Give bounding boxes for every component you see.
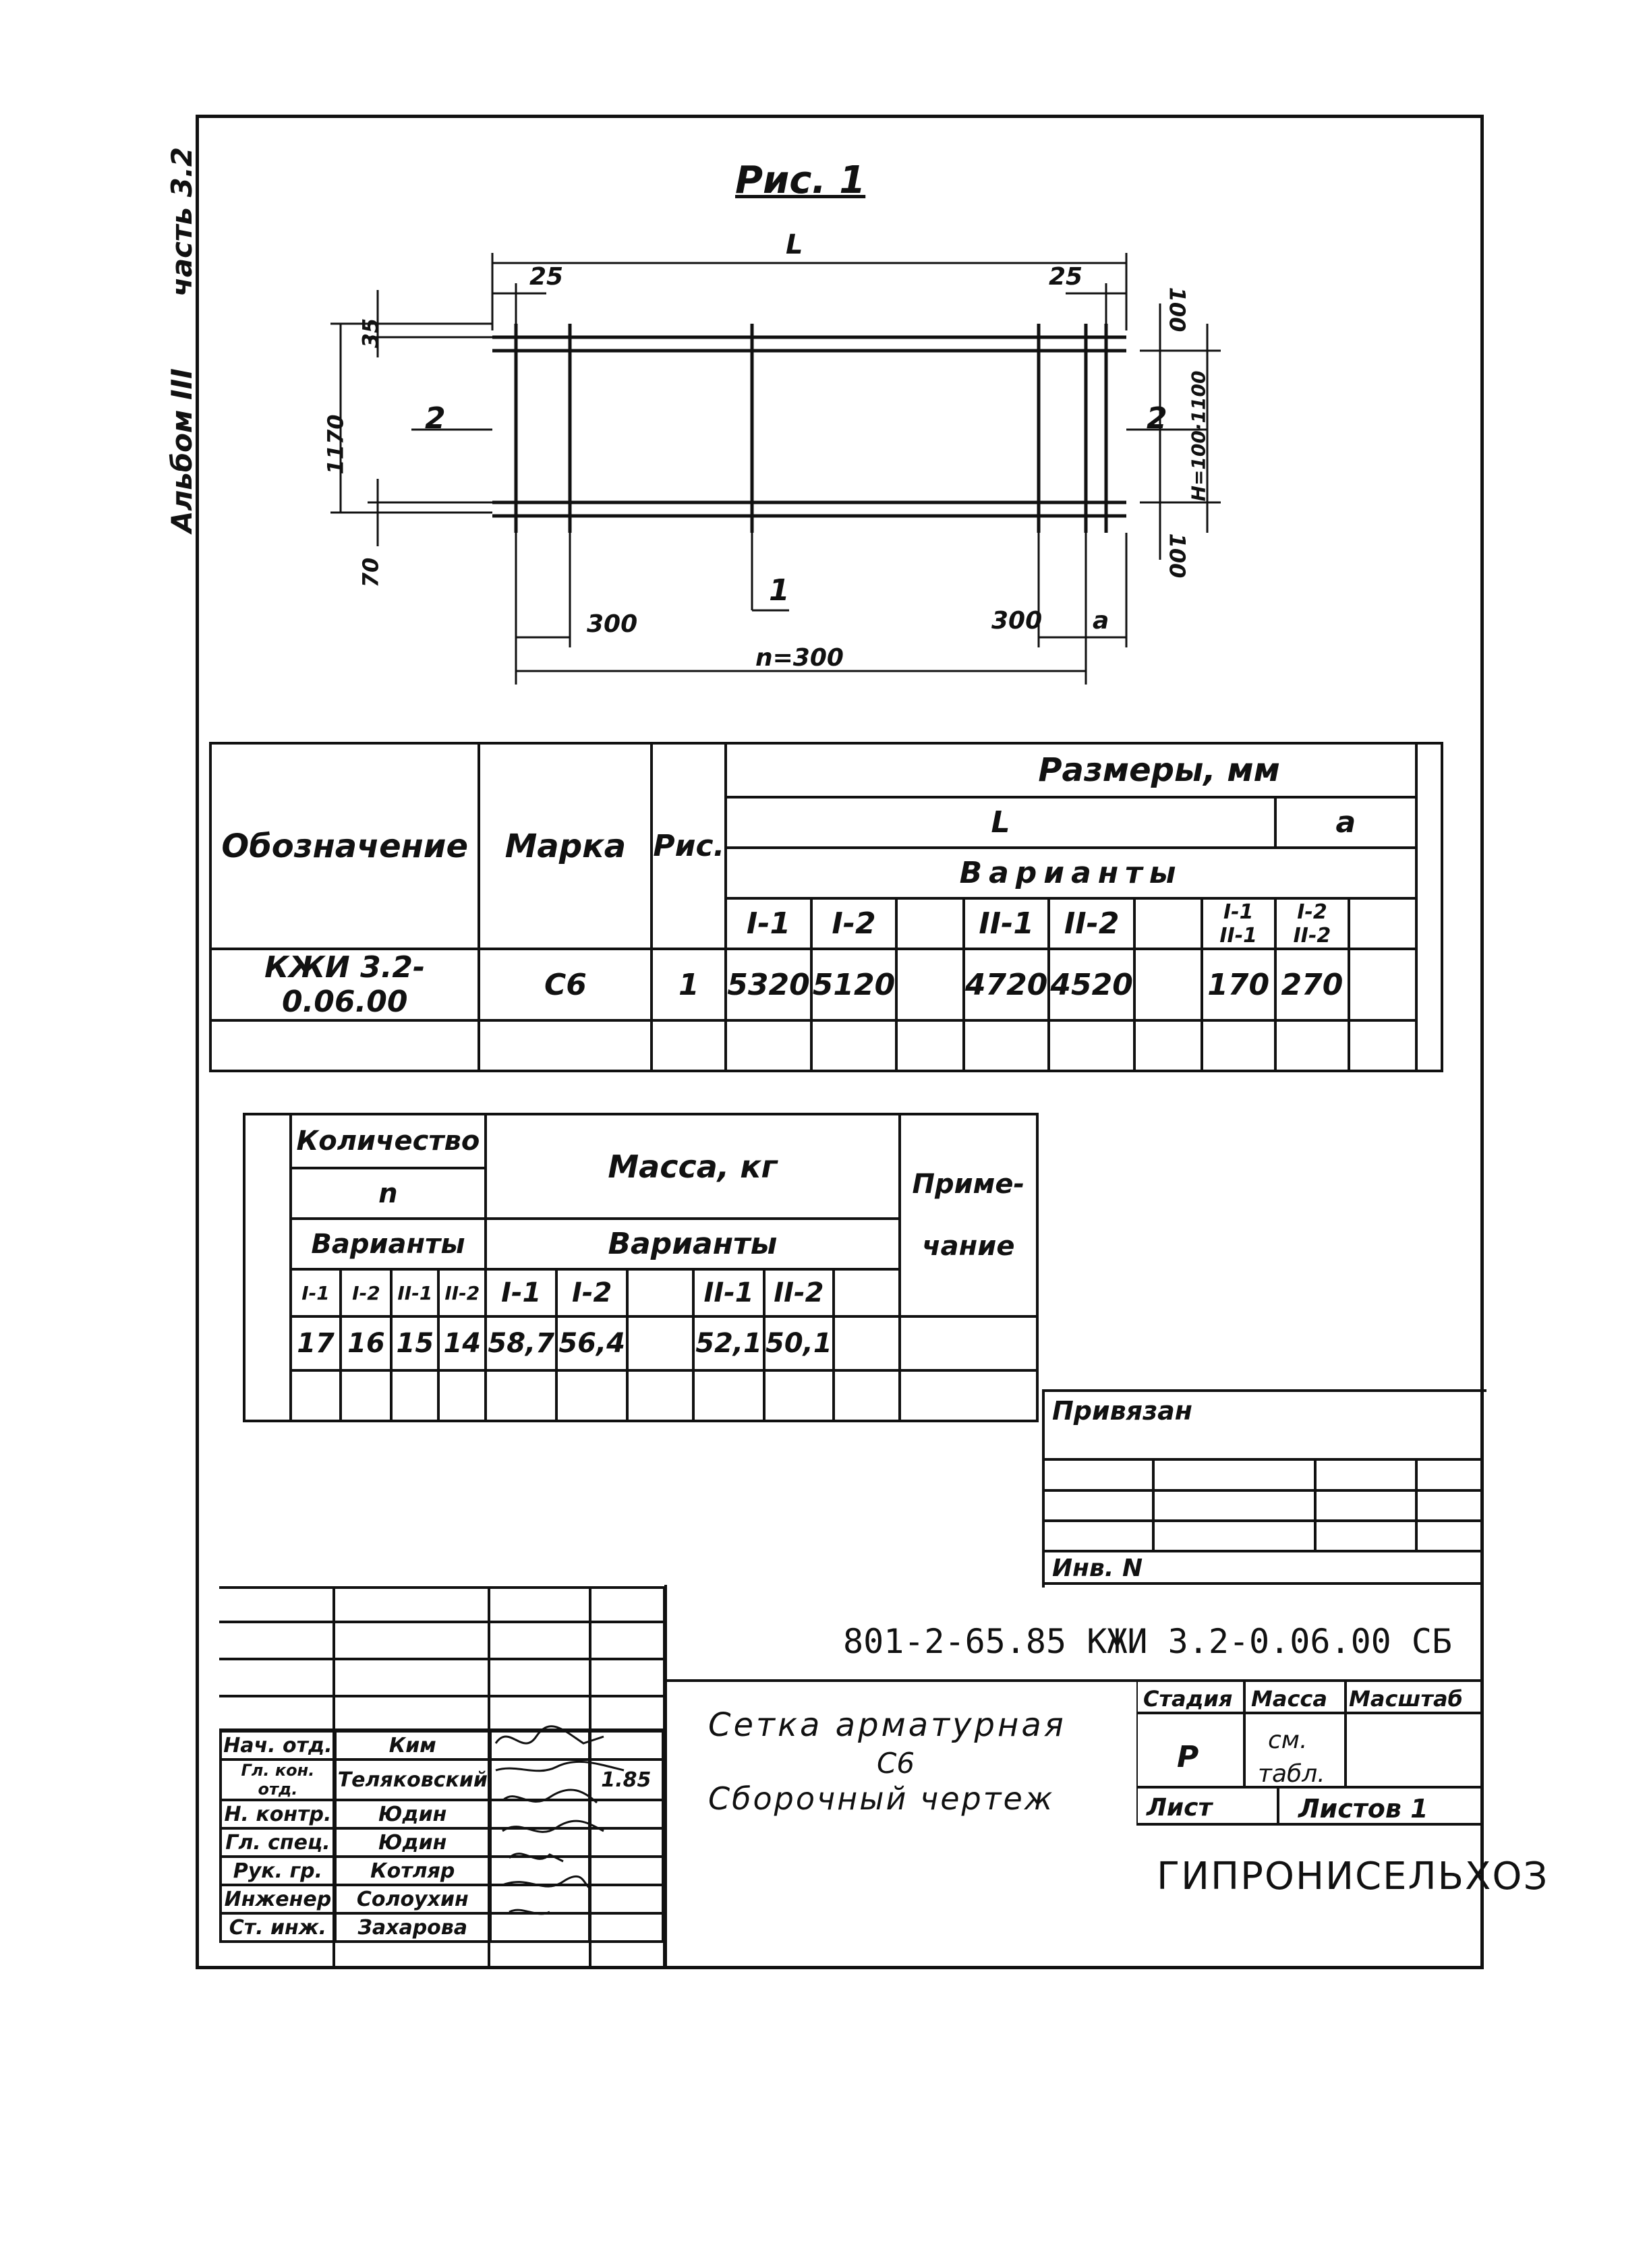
drawing-type: Сборочный чертеж xyxy=(708,1780,1055,1817)
mass-variant-3: II-1 xyxy=(693,1269,764,1316)
attached-label: Привязан xyxy=(1052,1396,1193,1426)
mass-variant-1: I-1 xyxy=(486,1269,556,1316)
mass-3: 52,1 xyxy=(693,1316,764,1370)
left-edge-col xyxy=(244,1114,291,1421)
row-designation: КЖИ 3.2-0.06.00 xyxy=(210,949,479,1020)
name-1: Ким xyxy=(335,1731,490,1760)
mass-4: 50,1 xyxy=(764,1316,834,1370)
role-1: Нач. отд. xyxy=(221,1731,335,1760)
mass-value-2: табл. xyxy=(1258,1760,1325,1788)
mass-label: Масса xyxy=(1251,1686,1327,1712)
col-note: Приме- чание xyxy=(900,1114,1037,1316)
mass-2: 56,4 xyxy=(556,1316,627,1370)
col-qty-variants: Варианты xyxy=(291,1219,486,1269)
product-name: Сетка арматурная xyxy=(708,1706,1066,1744)
name-7: Захарова xyxy=(335,1913,490,1942)
sheet-label: Лист xyxy=(1147,1794,1213,1822)
qty-variant-1: I-1 xyxy=(291,1269,341,1316)
dim-100-bottom: 100 xyxy=(1164,533,1190,579)
row-mark: С6 xyxy=(479,949,652,1020)
stage-grid xyxy=(1136,1679,1484,1969)
name-6: Солоухин xyxy=(335,1885,490,1913)
row-L-3: 4720 xyxy=(964,949,1049,1020)
empty-cell xyxy=(1134,949,1202,1020)
variant-L-2: I-2 xyxy=(811,898,896,949)
role-4: Гл. спец. xyxy=(221,1828,335,1857)
col-qty: Количество xyxy=(291,1114,486,1168)
variant-a-2: I-2 II-2 xyxy=(1275,898,1349,949)
empty-cell xyxy=(896,949,964,1020)
edge-col xyxy=(1416,743,1442,1071)
col-designation: Обозначение xyxy=(210,743,479,949)
document-code: 801-2-65.85 КЖИ 3.2-0.06.00 СБ xyxy=(843,1622,1453,1661)
row-a-2: 270 xyxy=(1275,949,1349,1020)
variant-L-1: I-1 xyxy=(726,898,811,949)
figure-title: Рис. 1 xyxy=(735,158,866,202)
role-3: Н. контр. xyxy=(221,1800,335,1828)
col-mass: Масса, кг xyxy=(486,1114,899,1219)
row-fig: 1 xyxy=(652,949,726,1020)
col-mark: Марка xyxy=(479,743,652,949)
empty-cell xyxy=(1349,898,1416,949)
empty-cell xyxy=(834,1316,900,1370)
col-L: L xyxy=(726,797,1275,848)
empty-cell xyxy=(834,1269,900,1316)
col-a: a xyxy=(1275,797,1416,848)
dim-25-left: 25 xyxy=(529,263,564,291)
mass-variant-4: II-2 xyxy=(764,1269,834,1316)
scale-label: Масштаб xyxy=(1349,1686,1463,1712)
dim-n: n=300 xyxy=(755,644,844,672)
name-3: Юдин xyxy=(335,1800,490,1828)
dim-100-top: 100 xyxy=(1164,287,1190,332)
col-mass-variants: Варианты xyxy=(486,1219,899,1269)
row-a-1: 170 xyxy=(1202,949,1275,1020)
col-variants: Варианты xyxy=(726,848,1416,898)
qty-3: 15 xyxy=(391,1316,438,1370)
role-2: Гл. кон. отд. xyxy=(221,1760,335,1800)
mass-value-1: см. xyxy=(1268,1726,1308,1754)
variant-a-1: I-1 II-1 xyxy=(1202,898,1275,949)
empty-cell xyxy=(896,898,964,949)
dim-300-right: 300 xyxy=(991,607,1043,635)
col-n: n xyxy=(291,1168,486,1219)
variant-L-3: II-1 xyxy=(964,898,1049,949)
mass-variant-2: I-2 xyxy=(556,1269,627,1316)
section-mark-2-left: 2 xyxy=(425,401,446,436)
row-L-2: 5120 xyxy=(811,949,896,1020)
date-2: 1.85 xyxy=(589,1760,663,1800)
role-7: Ст. инж. xyxy=(221,1913,335,1942)
col-fig: Рис. xyxy=(652,743,726,949)
dim-300-left: 300 xyxy=(587,610,638,638)
mass-1: 58,7 xyxy=(486,1316,556,1370)
album-label: Альбом III xyxy=(165,368,198,533)
stage-label: Стадия xyxy=(1143,1686,1233,1712)
col-sizes: Размеры, мм xyxy=(726,743,1416,797)
name-4: Юдин xyxy=(335,1828,490,1857)
signature-scribbles xyxy=(489,1723,664,1946)
role-5: Рук. гр. xyxy=(221,1857,335,1885)
qty-4: 14 xyxy=(438,1316,486,1370)
empty-cell xyxy=(627,1316,693,1370)
product-mark: С6 xyxy=(877,1747,915,1780)
name-5: Котляр xyxy=(335,1857,490,1885)
part-label: часть 3.2 xyxy=(165,147,198,297)
name-2: Теляковский xyxy=(335,1760,490,1800)
role-6: Инженер xyxy=(221,1885,335,1913)
dim-a: a xyxy=(1093,607,1109,635)
organization: ГИПРОНИСЕЛЬХОЗ xyxy=(1157,1855,1549,1898)
dim-H: H=100·1100 xyxy=(1187,370,1210,502)
sheets-label: Листов 1 xyxy=(1298,1794,1428,1824)
sizes-table xyxy=(209,742,1443,1072)
variant-L-4: II-2 xyxy=(1049,898,1134,949)
quantity-mass-table xyxy=(243,1113,1039,1422)
dim-25-right: 25 xyxy=(1049,263,1083,291)
dim-70: 70 xyxy=(357,557,384,588)
stage-value: Р xyxy=(1177,1740,1199,1774)
qty-variant-4: II-2 xyxy=(438,1269,486,1316)
empty-cell xyxy=(1349,949,1416,1020)
dim-1170: 1170 xyxy=(322,414,349,475)
empty-cell xyxy=(900,1316,1037,1370)
row-L-4: 4520 xyxy=(1049,949,1134,1020)
qty-variant-2: I-2 xyxy=(341,1269,391,1316)
section-mark-2-right: 2 xyxy=(1147,401,1167,436)
dim-L: L xyxy=(786,229,803,260)
qty-1: 17 xyxy=(291,1316,341,1370)
section-mark-1: 1 xyxy=(769,573,790,608)
empty-cell xyxy=(1134,898,1202,949)
qty-variant-3: II-1 xyxy=(391,1269,438,1316)
qty-2: 16 xyxy=(341,1316,391,1370)
inv-label: Инв. N xyxy=(1052,1554,1143,1582)
dim-35: 35 xyxy=(357,318,384,349)
empty-cell xyxy=(627,1269,693,1316)
row-L-1: 5320 xyxy=(726,949,811,1020)
